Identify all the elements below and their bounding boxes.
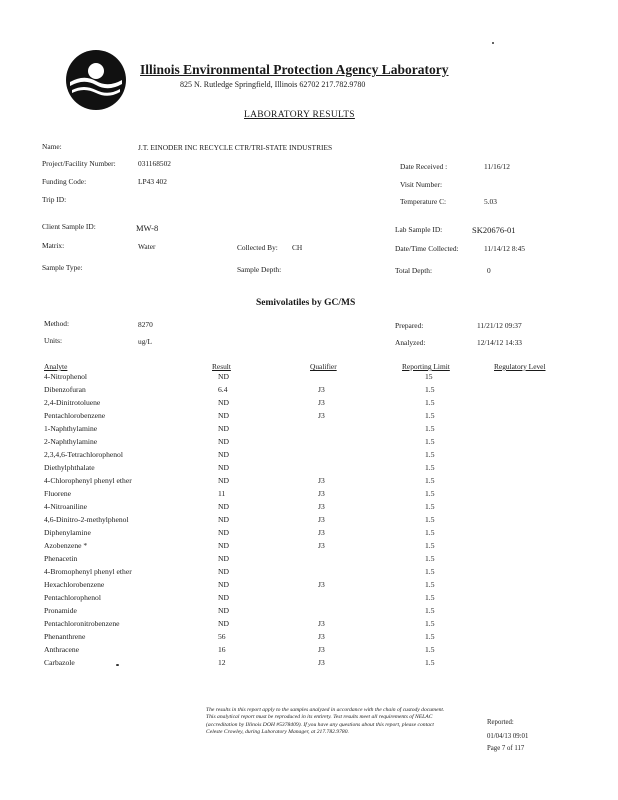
temperature-value: 5.03: [484, 197, 497, 206]
result: ND: [218, 541, 229, 550]
matrix-value: Water: [138, 242, 156, 251]
reporting-limit: 1.5: [425, 619, 435, 628]
report-title: LABORATORY RESULTS: [244, 110, 355, 120]
result: ND: [218, 593, 229, 602]
result: 11: [218, 489, 226, 498]
analyte: 2,3,4,6-Tetrachlorophenol: [44, 450, 123, 459]
analyte: Fluorene: [44, 489, 71, 498]
analyte: Hexachlorobenzene: [44, 580, 105, 589]
analyte: 4-Bromophenyl phenyl ether: [44, 567, 132, 576]
result: 56: [218, 632, 226, 641]
header-result: Result: [212, 362, 231, 371]
result: ND: [218, 528, 229, 537]
scan-mark: [492, 42, 494, 44]
sample-depth-label: Sample Depth:: [237, 265, 282, 274]
reporting-limit: 1.5: [425, 554, 435, 563]
result: ND: [218, 580, 229, 589]
reporting-limit: 1.5: [425, 424, 435, 433]
lab-sample-label: Lab Sample ID:: [395, 225, 443, 234]
result: 12: [218, 658, 226, 667]
analyte: Azobenzene *: [44, 541, 88, 550]
table-row: [0, 541, 618, 554]
reporting-limit: 1.5: [425, 528, 435, 537]
analyte: 1-Naphthylamine: [44, 424, 98, 433]
qualifier: J3: [318, 632, 325, 641]
reporting-limit: 1.5: [425, 437, 435, 446]
prepared-value: 11/21/12 09:37: [477, 321, 522, 330]
result: ND: [218, 437, 229, 446]
reporting-limit: 1.5: [425, 541, 435, 550]
scan-mark: [116, 664, 119, 666]
table-row: [0, 463, 618, 476]
analyte: Pentachlorophenol: [44, 593, 101, 602]
analyte: 4-Nitrophenol: [44, 372, 88, 381]
qualifier: J3: [318, 515, 325, 524]
date-received-label: Date Received :: [400, 162, 448, 171]
qualifier: J3: [318, 528, 325, 537]
table-row: [0, 450, 618, 463]
result: ND: [218, 450, 229, 459]
reporting-limit: 1.5: [425, 450, 435, 459]
reporting-limit: 1.5: [425, 476, 435, 485]
analyte: Diphenylamine: [44, 528, 91, 537]
result: ND: [218, 554, 229, 563]
reporting-limit: 1.5: [425, 658, 435, 667]
table-row: [0, 567, 618, 580]
qualifier: J3: [318, 385, 325, 394]
reporting-limit: 1.5: [425, 593, 435, 602]
funding-value: LP43 402: [138, 177, 167, 186]
analyte: 4,6-Dinitro-2-methylphenol: [44, 515, 129, 524]
organization-address: 825 N. Rutledge Springfield, Illinois 62702 217.782.9780: [180, 80, 366, 89]
table-row: [0, 398, 618, 411]
lab-sample-value: SK20676-01: [472, 225, 516, 235]
sample-type-label: Sample Type:: [42, 263, 83, 272]
table-row: [0, 489, 618, 502]
temperature-label: Temperature C:: [400, 197, 447, 206]
table-row: [0, 372, 618, 385]
result: ND: [218, 619, 229, 628]
table-row: [0, 619, 618, 632]
result: ND: [218, 463, 229, 472]
iepa-logo: [64, 48, 128, 112]
visit-label: Visit Number:: [400, 180, 443, 189]
analyte: 2-Naphthylamine: [44, 437, 98, 446]
total-depth-value: 0: [487, 266, 491, 275]
section-title: Semivolatiles by GC/MS: [256, 298, 356, 308]
table-row: [0, 554, 618, 567]
report-disclaimer: The results in this report apply to the samples analyzed in accordance with the chain of custody document. This analytical report must be reproduced in its entirety. Test results meet all requirements of NELAC (accreditation by Illinois DOH #5378409). If you have any questions about this report, please contact Celeste Crowley, during Laboratory Manager, at 217.782.9780.: [206, 707, 445, 735]
qualifier: J3: [318, 619, 325, 628]
table-row: [0, 437, 618, 450]
reported-label: Reported:: [487, 719, 514, 726]
table-row: [0, 632, 618, 645]
analyte: Pentachlorobenzene: [44, 411, 106, 420]
units-value: ug/L: [138, 337, 152, 346]
analyte: Dibenzofuran: [44, 385, 86, 394]
qualifier: J3: [318, 502, 325, 511]
reporting-limit: 1.5: [425, 645, 435, 654]
result: ND: [218, 411, 229, 420]
method-label: Method:: [44, 319, 70, 328]
analyte: Pronamide: [44, 606, 77, 615]
units-label: Units:: [44, 336, 63, 345]
qualifier: J3: [318, 580, 325, 589]
analyte: 4-Nitroaniline: [44, 502, 88, 511]
funding-label: Funding Code:: [42, 177, 87, 186]
reporting-limit: 1.5: [425, 385, 435, 394]
reporting-limit: 1.5: [425, 502, 435, 511]
table-row: [0, 385, 618, 398]
analyte: 4-Chlorophenyl phenyl ether: [44, 476, 132, 485]
reporting-limit: 1.5: [425, 515, 435, 524]
organization-name: Illinois Environmental Protection Agency Laboratory: [140, 62, 449, 77]
collected-by-value: CH: [292, 243, 303, 252]
name-label: Name:: [42, 142, 62, 151]
reporting-limit: 1.5: [425, 411, 435, 420]
result: 6.4: [218, 385, 228, 394]
project-label: Project/Facility Number:: [42, 159, 116, 168]
collected-by-label: Collected By:: [237, 243, 278, 252]
header-regulatory-level: Regulatory Level: [494, 362, 546, 371]
table-row: [0, 411, 618, 424]
result: ND: [218, 398, 229, 407]
result: ND: [218, 372, 229, 381]
table-row: [0, 593, 618, 606]
reporting-limit: 1.5: [425, 567, 435, 576]
qualifier: J3: [318, 411, 325, 420]
qualifier: J3: [318, 658, 325, 667]
qualifier: J3: [318, 541, 325, 550]
datetime-collected-label: Date/Time Collected:: [395, 244, 459, 253]
client-sample-label: Client Sample ID:: [42, 222, 96, 231]
table-row: [0, 658, 618, 671]
reporting-limit: 1.5: [425, 463, 435, 472]
result: ND: [218, 567, 229, 576]
datetime-collected-value: 11/14/12 8:45: [484, 244, 525, 253]
reported-value: 01/04/13 09:01: [487, 733, 529, 740]
project-value: 031168502: [138, 159, 171, 168]
result: ND: [218, 515, 229, 524]
reporting-limit: 1.5: [425, 580, 435, 589]
table-row: [0, 502, 618, 515]
table-row: [0, 580, 618, 593]
name-value: J.T. EINODER INC RECYCLE CTR/TRI-STATE INDUSTRIES: [138, 143, 333, 152]
result: ND: [218, 502, 229, 511]
method-value: 8270: [138, 320, 153, 329]
reporting-limit: 15: [425, 372, 433, 381]
client-sample-value: MW-8: [136, 223, 159, 233]
result: ND: [218, 476, 229, 485]
analyte: Pentachloronitrobenzene: [44, 619, 120, 628]
qualifier: J3: [318, 645, 325, 654]
total-depth-label: Total Depth:: [395, 266, 433, 275]
reporting-limit: 1.5: [425, 398, 435, 407]
header-reporting-limit: Reporting Limit: [402, 362, 450, 371]
table-row: [0, 606, 618, 619]
analyte: Phenanthrene: [44, 632, 86, 641]
table-row: [0, 528, 618, 541]
analyte: Diethylphthalate: [44, 463, 95, 472]
matrix-label: Matrix:: [42, 241, 65, 250]
qualifier: J3: [318, 398, 325, 407]
table-row: [0, 645, 618, 658]
table-row: [0, 515, 618, 528]
table-row: [0, 424, 618, 437]
reporting-limit: 1.5: [425, 632, 435, 641]
reporting-limit: 1.5: [425, 606, 435, 615]
header-analyte: Analyte: [44, 362, 68, 371]
prepared-label: Prepared:: [395, 321, 424, 330]
header-qualifier: Qualifier: [310, 362, 337, 371]
analyte: Anthracene: [44, 645, 79, 654]
qualifier: J3: [318, 476, 325, 485]
trip-label: Trip ID:: [42, 195, 67, 204]
result: ND: [218, 606, 229, 615]
reporting-limit: 1.5: [425, 489, 435, 498]
result: 16: [218, 645, 226, 654]
analyte: Phenacetin: [44, 554, 78, 563]
analyte: Carbazole: [44, 658, 75, 667]
qualifier: J3: [318, 489, 325, 498]
analyzed-value: 12/14/12 14:33: [477, 338, 522, 347]
table-row: [0, 476, 618, 489]
date-received-value: 11/16/12: [484, 162, 511, 171]
analyte: 2,4-Dinitrotoluene: [44, 398, 101, 407]
page-number: Page 7 of 117: [487, 745, 525, 752]
analyzed-label: Analyzed:: [395, 338, 426, 347]
result: ND: [218, 424, 229, 433]
